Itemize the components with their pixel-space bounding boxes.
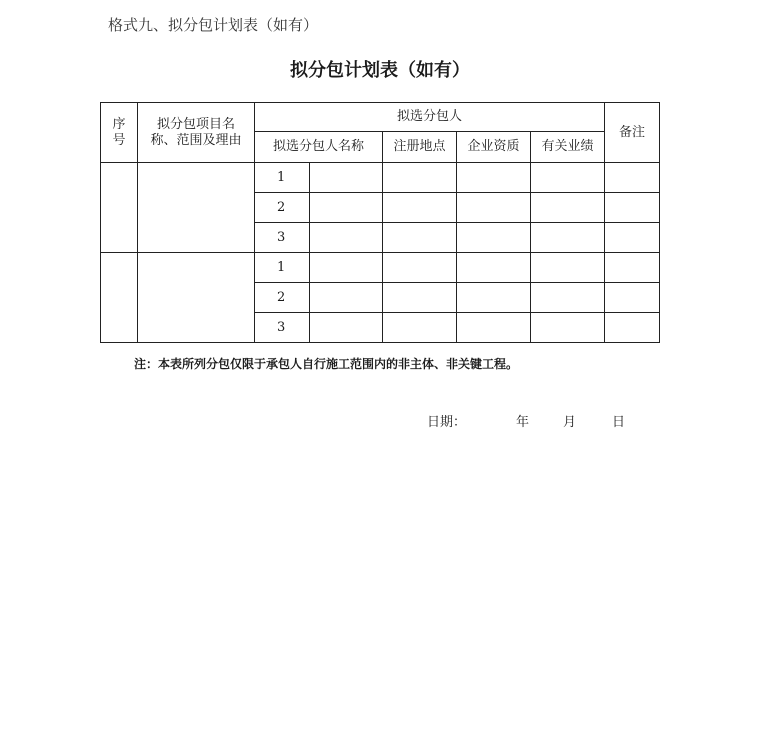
table-row bbox=[101, 163, 660, 193]
date-month-label: 月 bbox=[563, 415, 577, 430]
row-number: 1 bbox=[255, 253, 310, 283]
location-cell[interactable] bbox=[383, 163, 457, 193]
header-project: 拟分包项目名 称、范围及理由 bbox=[138, 103, 255, 163]
name-cell[interactable] bbox=[310, 313, 383, 343]
remarks-cell[interactable] bbox=[605, 253, 660, 283]
header-subcontractor-group: 拟选分包人 bbox=[255, 103, 605, 132]
location-cell[interactable] bbox=[383, 223, 457, 253]
performance-cell[interactable] bbox=[531, 223, 605, 253]
remarks-cell[interactable] bbox=[605, 163, 660, 193]
date-label: 日期： bbox=[427, 415, 467, 430]
qualification-cell[interactable] bbox=[457, 253, 531, 283]
location-cell[interactable] bbox=[383, 283, 457, 313]
header-remarks: 备注 bbox=[605, 103, 660, 163]
location-cell[interactable] bbox=[383, 193, 457, 223]
row-number: 2 bbox=[255, 193, 310, 223]
table-note: 注：本表所列分包仅限于承包人自行施工范围内的非主体、非关键工程。 bbox=[134, 357, 519, 371]
name-cell[interactable] bbox=[310, 193, 383, 223]
performance-cell[interactable] bbox=[531, 283, 605, 313]
qualification-cell[interactable] bbox=[457, 223, 531, 253]
remarks-cell[interactable] bbox=[605, 313, 660, 343]
date-year-label: 年 bbox=[516, 415, 530, 430]
header-qualification: 企业资质 bbox=[457, 132, 531, 163]
performance-cell[interactable] bbox=[531, 253, 605, 283]
section-label: 格式九、拟分包计划表（如有） bbox=[108, 16, 319, 34]
header-subcontractor-name: 拟选分包人名称 bbox=[255, 132, 383, 163]
location-cell[interactable] bbox=[383, 253, 457, 283]
row-number: 2 bbox=[255, 283, 310, 313]
row-number: 1 bbox=[255, 163, 310, 193]
remarks-cell[interactable] bbox=[605, 193, 660, 223]
performance-cell[interactable] bbox=[531, 313, 605, 343]
name-cell[interactable] bbox=[310, 223, 383, 253]
header-seq: 序 号 bbox=[101, 103, 138, 163]
row-number: 3 bbox=[255, 223, 310, 253]
row-number: 3 bbox=[255, 313, 310, 343]
name-cell[interactable] bbox=[310, 253, 383, 283]
remarks-cell[interactable] bbox=[605, 283, 660, 313]
seq-cell[interactable] bbox=[101, 253, 138, 343]
qualification-cell[interactable] bbox=[457, 313, 531, 343]
date-day-label: 日 bbox=[612, 415, 626, 430]
qualification-cell[interactable] bbox=[457, 163, 531, 193]
qualification-cell[interactable] bbox=[457, 193, 531, 223]
header-row-1 bbox=[101, 103, 660, 132]
qualification-cell[interactable] bbox=[457, 283, 531, 313]
remarks-cell[interactable] bbox=[605, 223, 660, 253]
location-cell[interactable] bbox=[383, 313, 457, 343]
seq-cell[interactable] bbox=[101, 163, 138, 253]
performance-cell[interactable] bbox=[531, 193, 605, 223]
header-registered-location: 注册地点 bbox=[383, 132, 457, 163]
project-cell[interactable] bbox=[138, 163, 255, 253]
table-row bbox=[101, 253, 660, 283]
page-title: 拟分包计划表（如有） bbox=[290, 60, 470, 81]
performance-cell[interactable] bbox=[531, 163, 605, 193]
project-cell[interactable] bbox=[138, 253, 255, 343]
subcontract-plan-table bbox=[100, 102, 660, 343]
name-cell[interactable] bbox=[310, 283, 383, 313]
name-cell[interactable] bbox=[310, 163, 383, 193]
header-performance: 有关业绩 bbox=[531, 132, 605, 163]
